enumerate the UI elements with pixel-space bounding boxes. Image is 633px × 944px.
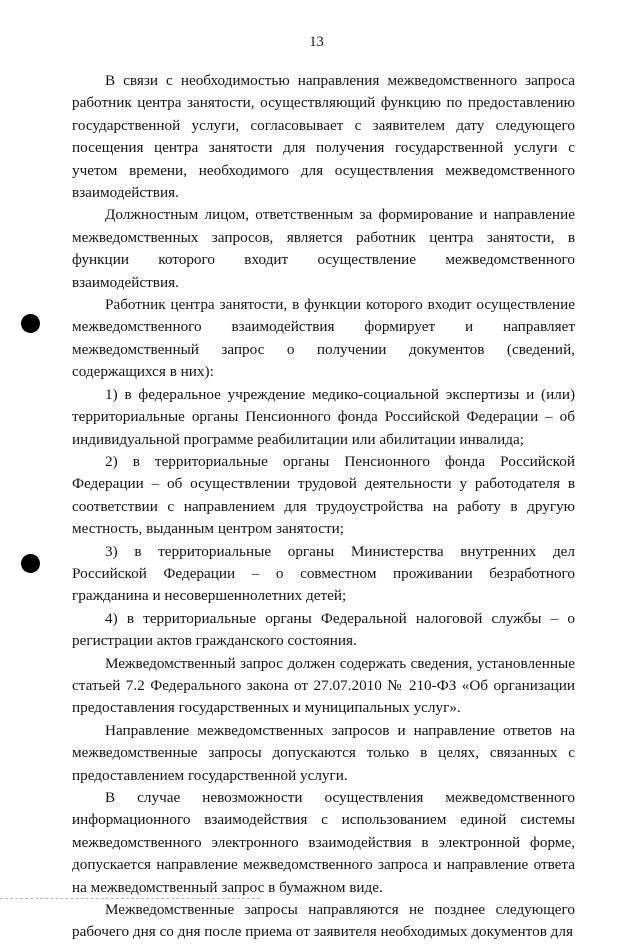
paragraph: Работник центра занятости, в функции которого входит осуществление межведомственного взаимодействия формирует и направляет межведомственный запрос о получении документов (сведений, содержащихся в них): (72, 296, 575, 381)
paragraph: Межведомственный запрос должен содержать сведения, установленные статьей 7.2 Федерального закона от 27.07.2010 № 210-ФЗ «Об организации предоставления государственных и муниципальных услуг». (72, 654, 575, 717)
punch-hole-bottom (21, 554, 40, 573)
paragraph: Должностным лицом, ответственным за формирование и направление межведомственных запросов, является работник центра занятости, в функции которого входит осуществление межведомственного взаимодействия. (72, 206, 575, 291)
document-body (72, 70, 575, 944)
page-number: 13 (309, 34, 324, 50)
scan-edge-line (0, 898, 260, 899)
list-item: 1) в федеральное учреждение медико-социальной экспертизы и (или) территориальные органы Пенсионного фонда Российской Федерации – об индивидуальной программе реабилитации или абилитации инвалида; (72, 385, 575, 448)
list-item: 3) в территориальные органы Министерства внутренних дел Российской Федерации – о совместном проживании безработного гражданина и несовершеннолетних детей; (72, 542, 575, 605)
paragraph: Направление межведомственных запросов и направление ответов на межведомственные запросы допускаются только в целях, связанных с предоставлением государственной услуги. (72, 721, 575, 784)
paragraph: В случае невозможности осуществления межведомственного информационного взаимодействия с использованием единой системы межведомственного электронного взаимодействия в электронной форме, допускается направление межведомственного запроса и направление ответа на межведомственный запрос в бумажном виде. (72, 789, 575, 896)
list-item: 2) в территориальные органы Пенсионного фонда Российской Федерации – об осуществлении трудовой деятельности у работодателя в соответствии с направлением для трудоустройства на работу в другую местность, выданным центром занятости; (72, 452, 575, 538)
punch-hole-top (21, 314, 40, 333)
list-item: 4) в территориальные органы Федеральной налоговой службы – о регистрации актов гражданского состояния. (72, 609, 575, 650)
paragraph: В связи с необходимостью направления межведомственного запроса работник центра занятости, осуществляющий функцию по предоставлению государственной услуги, согласовывает с заявителем дату следующего посещения центра занятости для получения государственной услуги с учетом времени, необходимого для осуществления межведомственного взаимодействия. (72, 72, 575, 202)
paragraph: Межведомственные запросы направляются не позднее следующего рабочего дня со дня после приема от заявителя необходимых документов для (72, 901, 575, 941)
